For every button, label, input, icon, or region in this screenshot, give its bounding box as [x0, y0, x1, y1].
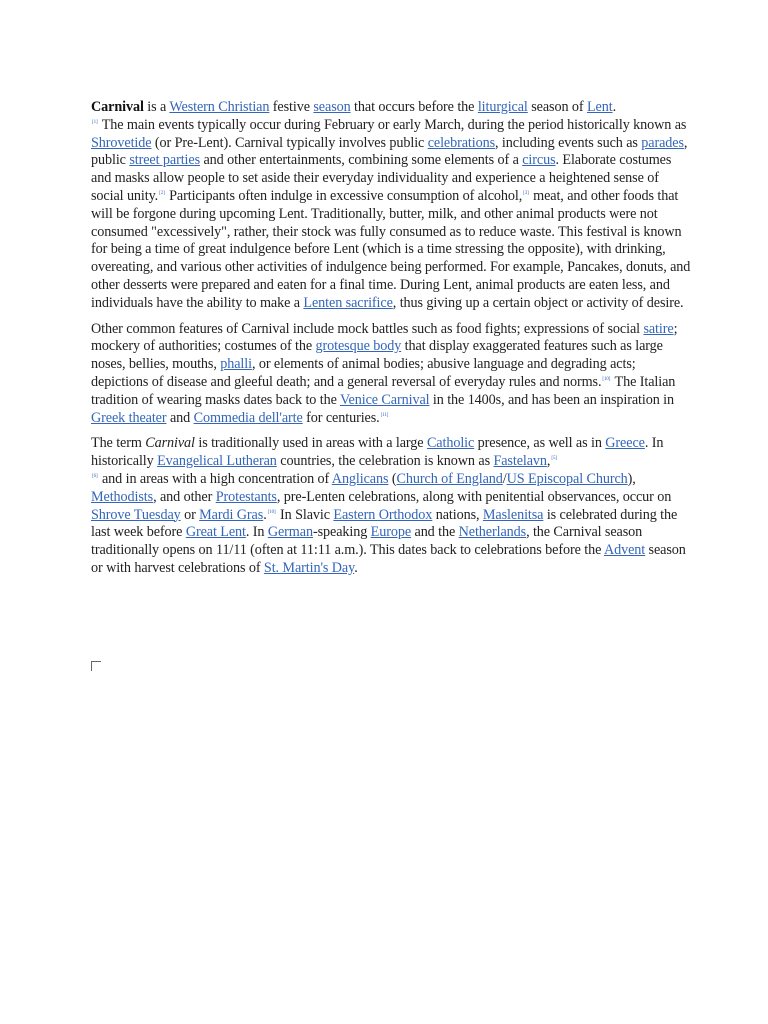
link-maslenitsa[interactable]: Maslenitsa [482, 506, 544, 523]
text: (or Pre-Lent). Carnival typically involves public [151, 134, 428, 151]
paragraph-term [91, 435, 691, 577]
reference-link[interactable]: [10] [602, 376, 611, 382]
broken-image-icon [91, 661, 101, 671]
reference-link[interactable]: [1] [92, 119, 98, 125]
text: , the Carnival season traditionally opens on 11/11 (often at 11:11 a.m.). This dates back to celebrations before the [91, 524, 643, 559]
link-liturgical[interactable]: liturgical [477, 99, 528, 115]
text: festive [269, 99, 314, 115]
link-lenten-sacrifice[interactable]: Lenten sacrifice [303, 294, 393, 311]
link-greece[interactable]: Greece [605, 435, 645, 452]
link-shrove-tuesday[interactable]: Shrove Tuesday [91, 506, 181, 523]
text: ( [388, 470, 397, 487]
link-anglicans[interactable]: Anglicans [331, 470, 389, 487]
text: that occurs before the [350, 99, 478, 115]
link-shrovetide[interactable]: Shrovetide [91, 134, 152, 151]
article-body [91, 99, 691, 586]
link-satire[interactable]: satire [643, 320, 674, 337]
link-advent[interactable]: Advent [603, 542, 646, 559]
text: and [166, 409, 194, 426]
link-netherlands[interactable]: Netherlands [458, 524, 527, 541]
text: presence, as well as in [474, 435, 606, 452]
text: meat, and other foods that will be forgone during upcoming Lent. Traditionally, butter, milk, and other animal products were not consumed "excessively", rather, their stock was fully consumed as to reduce waste. This festival is known for being a time of great indulgence before Lent (which is a time stressing the opposite), with drinking, overeating, and various other activities of indulgence being performed. For example, Pancakes, donuts, and other desserts were prepared and eaten for a final time. During Lent, animal products are eaten less, and individuals have the ability to make a [91, 187, 691, 311]
text: season or with harvest celebrations of [91, 542, 686, 576]
link-season[interactable]: season [313, 99, 351, 115]
link-protestants[interactable]: Protestants [215, 488, 277, 505]
link-catholic[interactable]: Catholic [426, 435, 475, 452]
reference-link[interactable]: [3] [523, 190, 529, 196]
link-parades[interactable]: parades [641, 134, 684, 151]
link-street-parties[interactable]: street parties [129, 152, 201, 169]
text: and the [411, 524, 459, 541]
reference-link[interactable]: [2] [159, 190, 165, 196]
link-europe[interactable]: Europe [370, 524, 412, 541]
text: nations, [432, 506, 483, 523]
link-evangelical-lutheran[interactable]: Evangelical Lutheran [157, 453, 277, 470]
text: ; mockery of authorities; costumes of the [91, 320, 678, 355]
text: . In [245, 524, 268, 541]
text: , including events such as [495, 134, 642, 151]
text: countries, the celebration is known as [276, 453, 494, 470]
paragraph-features [91, 321, 691, 428]
text: that display exaggerated features such as large noses, bellies, mouths, [91, 338, 663, 373]
link-celebrations[interactable]: celebrations [427, 134, 496, 151]
text: in the 1400s, and has been an inspiration in [429, 391, 675, 408]
text: , or elements of animal bodies; abusive language and degrading acts; depictions of disease and gleeful death; and a general reversal of everyday rules and norms. [91, 356, 636, 390]
text: The Italian tradition of wearing masks dates back to the [91, 373, 676, 408]
reference-link[interactable]: [6] [92, 473, 98, 479]
link-grotesque-body[interactable]: grotesque body [315, 338, 402, 355]
text: , thus giving up a certain object or activity of desire. [392, 294, 684, 311]
text: Participants often indulge in excessive consumption of alcohol, [165, 187, 523, 204]
link-german[interactable]: German [267, 524, 313, 541]
link-church-of-england[interactable]: Church of England [396, 470, 503, 487]
link-lent[interactable]: Lent [586, 99, 613, 115]
text: is traditionally used in areas with a large [194, 435, 427, 452]
text: . [612, 99, 617, 115]
reference-link[interactable]: [5] [551, 456, 557, 462]
text: . [263, 506, 267, 523]
text: or [180, 506, 200, 523]
text: The term [91, 435, 146, 452]
link-fastelavn[interactable]: Fastelavn [493, 453, 547, 470]
link-commedia-dellarte[interactable]: Commedia dell'arte [193, 409, 303, 426]
text: . Elaborate costumes and masks allow people to set aside their everyday individuality and experience a heightened sense of social unity. [91, 152, 672, 204]
term-carnival: Carnival [91, 99, 144, 115]
text: . In historically [91, 435, 664, 470]
text: is a [143, 99, 170, 115]
link-st-martins-day[interactable]: St. Martin's Day [263, 559, 355, 576]
term-carnival-italic: Carnival [145, 435, 195, 452]
link-methodists[interactable]: Methodists [91, 488, 154, 505]
paragraph-intro [91, 99, 691, 313]
link-us-episcopal-church[interactable]: US Episcopal Church [506, 470, 628, 487]
text: season of [527, 99, 587, 115]
text: , pre-Lenten celebrations, along with penitential observances, occur on [276, 488, 672, 505]
text: , and other [153, 488, 216, 505]
text: / [502, 470, 507, 487]
text: . [354, 559, 358, 576]
link-circus[interactable]: circus [522, 152, 556, 169]
text: and in areas with a high concentration of [98, 470, 332, 487]
link-western-christian[interactable]: Western Christian [169, 99, 270, 115]
link-eastern-orthodox[interactable]: Eastern Orthodox [333, 506, 433, 523]
text: ), [627, 470, 636, 487]
text: Other common features of Carnival include mock battles such as food fights; expressions of social [91, 320, 644, 337]
link-venice-carnival[interactable]: Venice Carnival [339, 391, 430, 408]
text: , [546, 453, 551, 470]
link-great-lent[interactable]: Great Lent [185, 524, 246, 541]
link-greek-theater[interactable]: Greek theater [91, 409, 167, 426]
text: -speaking [312, 524, 371, 541]
text: In Slavic [276, 506, 334, 523]
text: and other entertainments, combining some elements of a [200, 152, 523, 169]
text: , public [91, 134, 688, 169]
reference-link[interactable]: [11] [380, 412, 389, 418]
link-mardi-gras[interactable]: Mardi Gras [199, 506, 264, 523]
reference-link[interactable]: [10] [267, 509, 276, 515]
text: The main events typically occur during February or early March, during the period historically known as [98, 116, 687, 133]
text: is celebrated during the last week before [91, 506, 678, 541]
text: for centuries. [302, 409, 380, 426]
link-phalli[interactable]: phalli [220, 356, 252, 373]
